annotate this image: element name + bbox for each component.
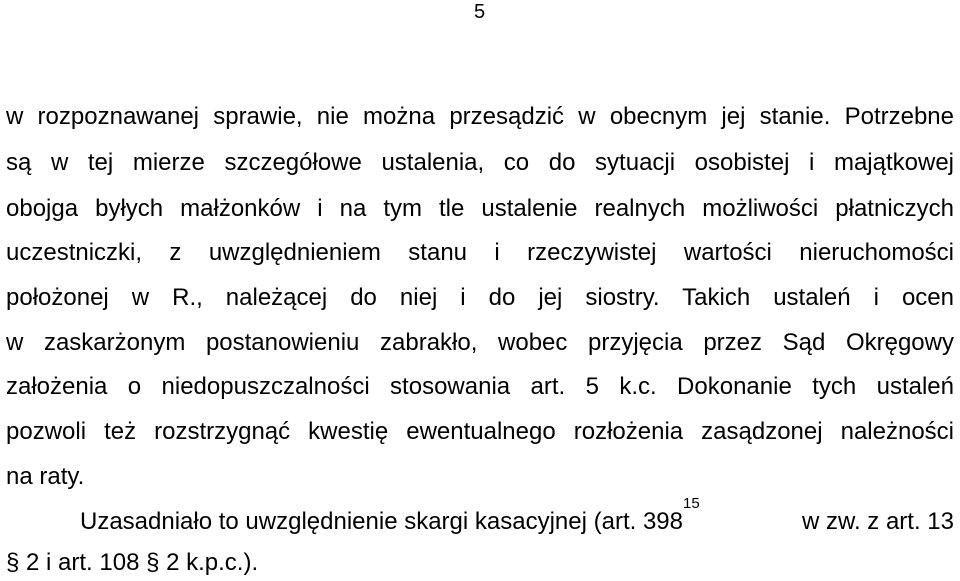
text-line [80, 495, 954, 536]
text-line: w zaskarżonym postanowieniu zabrakło, wobec przyjęcia przez Sąd Okręgowy [6, 329, 954, 356]
citation-text: Uzasadniało to uwzględnienie skargi kasacyjnej (art. $398^{15}$ [80, 495, 700, 535]
text-line: założenia o niedopuszczalności stosowania art. 5 k.c. Dokonanie tych ustaleń [6, 373, 954, 400]
text-line: § 2 i art. 108 § 2 k.p.c.). [6, 549, 259, 576]
text-line: położonej w R., należącej do niej i do jej siostry. Takich ustaleń i ocen [6, 284, 954, 311]
text-line: obojga byłych małżonków i na tym tle ustalenie realnych możliwości płatniczych [6, 195, 954, 222]
text-line: w rozpoznawanej sprawie, nie można przesądzić w obecnym jej stanie. Potrzebne [6, 103, 954, 130]
text-line: uczestniczki, z uwzględnieniem stanu i rzeczywistej wartości nieruchomości [6, 239, 954, 266]
page-number: 5 [474, 1, 486, 23]
text-line: pozwoli też rozstrzygnąć kwestię ewentualnego rozłożenia zasądzonej należności [6, 418, 954, 445]
text-line: są w tej mierze szczegółowe ustalenia, co do sytuacji osobistej i majątkowej [6, 149, 954, 176]
citation-text-tail: w zw. z art. 13 [801, 508, 954, 535]
text-line: na raty. [6, 463, 85, 490]
superscript: 15 [683, 495, 700, 512]
